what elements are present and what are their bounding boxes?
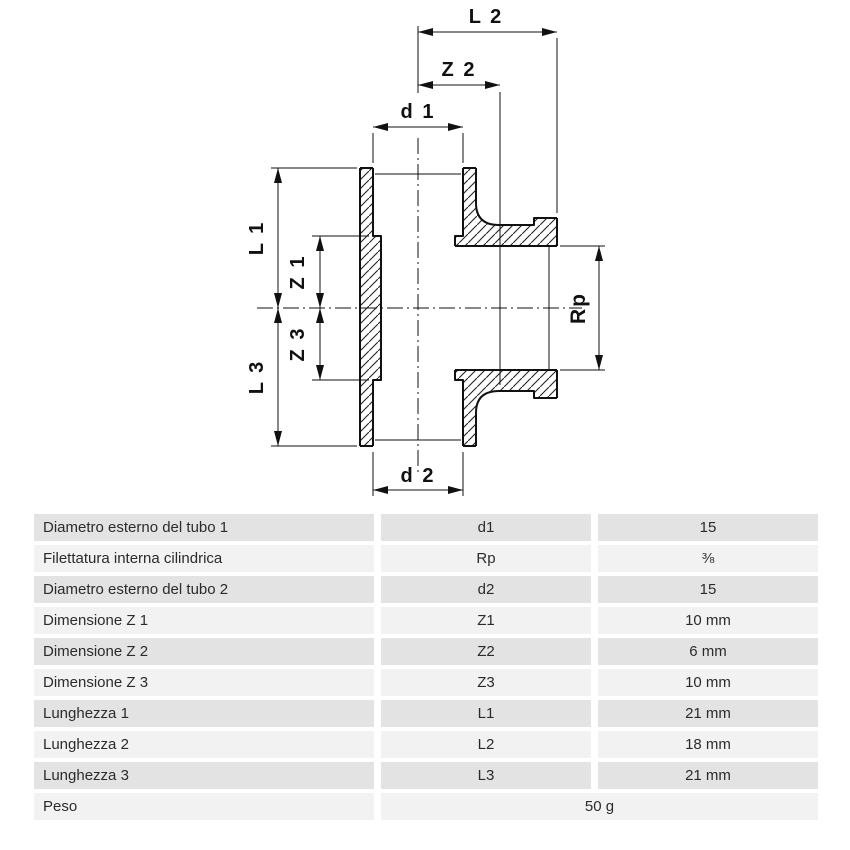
row-label: Dimensione Z 2	[34, 638, 374, 665]
label-Z2: Z 2	[441, 59, 477, 81]
row-label: Dimensione Z 3	[34, 669, 374, 696]
row-value: 50 g	[381, 793, 818, 820]
row-symbol: L2	[381, 731, 591, 758]
row-value: 18 mm	[598, 731, 818, 758]
spec-table	[34, 514, 818, 824]
row-value: 21 mm	[598, 700, 818, 727]
table-row	[34, 545, 818, 572]
dimension-lines	[278, 32, 599, 490]
label-L3: L 3	[246, 359, 268, 395]
row-label: Diametro esterno del tubo 2	[34, 576, 374, 603]
row-value: 15	[598, 514, 818, 541]
label-L1: L 1	[246, 220, 268, 256]
row-symbol: d2	[381, 576, 591, 603]
label-Rp: Rp	[567, 292, 590, 324]
table-row	[34, 638, 818, 665]
row-label: Diametro esterno del tubo 1	[34, 514, 374, 541]
table-row-weight	[34, 793, 818, 820]
label-d2: d 2	[400, 465, 436, 487]
label-L2: L 2	[468, 6, 504, 28]
table-row	[34, 576, 818, 603]
row-label: Dimensione Z 1	[34, 607, 374, 634]
row-value: 15	[598, 576, 818, 603]
row-value: ⅜	[598, 545, 818, 572]
row-symbol: Rp	[381, 545, 591, 572]
label-Z1: Z 1	[287, 254, 309, 290]
table-row	[34, 669, 818, 696]
row-value: 10 mm	[598, 607, 818, 634]
row-symbol: Z2	[381, 638, 591, 665]
row-symbol: d1	[381, 514, 591, 541]
row-value: 21 mm	[598, 762, 818, 789]
row-symbol: Z1	[381, 607, 591, 634]
table-row	[34, 514, 818, 541]
row-label: Filettatura interna cilindrica	[34, 545, 374, 572]
label-d1: d 1	[400, 101, 436, 123]
table-row	[34, 700, 818, 727]
extension-lines	[271, 26, 605, 496]
table-row	[34, 607, 818, 634]
row-label: Lunghezza 1	[34, 700, 374, 727]
row-label: Lunghezza 2	[34, 731, 374, 758]
table-row	[34, 731, 818, 758]
row-value: 10 mm	[598, 669, 818, 696]
row-label: Peso	[34, 793, 374, 820]
row-symbol: L1	[381, 700, 591, 727]
fitting-body-outline	[360, 168, 557, 446]
row-label: Lunghezza 3	[34, 762, 374, 789]
table-row	[34, 762, 818, 789]
label-Z3: Z 3	[287, 326, 309, 362]
fitting-wall-hatch	[360, 168, 557, 446]
row-symbol: L3	[381, 762, 591, 789]
row-symbol: Z3	[381, 669, 591, 696]
row-value: 6 mm	[598, 638, 818, 665]
